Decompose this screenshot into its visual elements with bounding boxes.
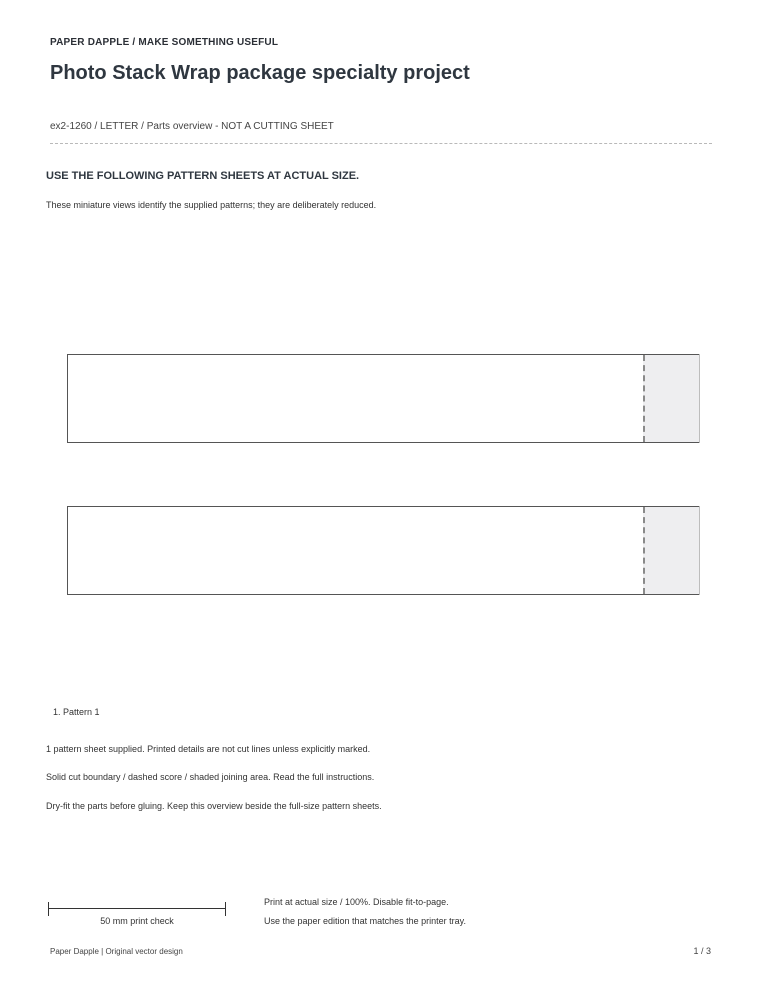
brand-line: PAPER DAPPLE / MAKE SOMETHING USEFUL <box>50 37 279 48</box>
glue-tab-edge <box>699 506 700 595</box>
header-divider <box>50 143 712 144</box>
footer-credit: Paper Dapple | Original vector design <box>50 947 183 956</box>
scale-bar-line <box>48 908 226 909</box>
glue-tab-area <box>643 355 699 442</box>
pattern-piece-preview <box>67 506 700 595</box>
scale-bar-left-tick <box>48 902 49 916</box>
page-number: 1 / 3 <box>693 946 711 956</box>
section-heading: USE THE FOLLOWING PATTERN SHEETS AT ACTUAL SIZE. <box>46 170 360 182</box>
info-line-2: Solid cut boundary / dashed score / shaded joining area. Read the full instructions. <box>46 772 375 782</box>
print-scale-bar <box>48 902 226 916</box>
page-title: Photo Stack Wrap package specialty project <box>50 62 470 84</box>
pattern-label: 1. Pattern 1 <box>53 707 100 717</box>
print-instruction-1: Print at actual size / 100%. Disable fit-to-page. <box>264 897 449 907</box>
document-meta: ex2-1260 / LETTER / Parts overview - NOT A CUTTING SHEET <box>50 121 334 132</box>
glue-tab-edge <box>699 354 700 443</box>
scale-bar-right-tick <box>225 902 226 916</box>
print-instruction-2: Use the paper edition that matches the printer tray. <box>264 916 466 926</box>
pattern-piece-preview <box>67 354 700 443</box>
glue-tab-area <box>643 507 699 594</box>
info-line-1: 1 pattern sheet supplied. Printed details are not cut lines unless explicitly marked. <box>46 744 371 754</box>
section-note: These miniature views identify the supplied patterns; they are deliberately reduced. <box>46 200 377 210</box>
scale-label: 50 mm print check <box>100 916 174 926</box>
info-line-3: Dry-fit the parts before gluing. Keep this overview beside the full-size pattern sheets. <box>46 801 382 811</box>
